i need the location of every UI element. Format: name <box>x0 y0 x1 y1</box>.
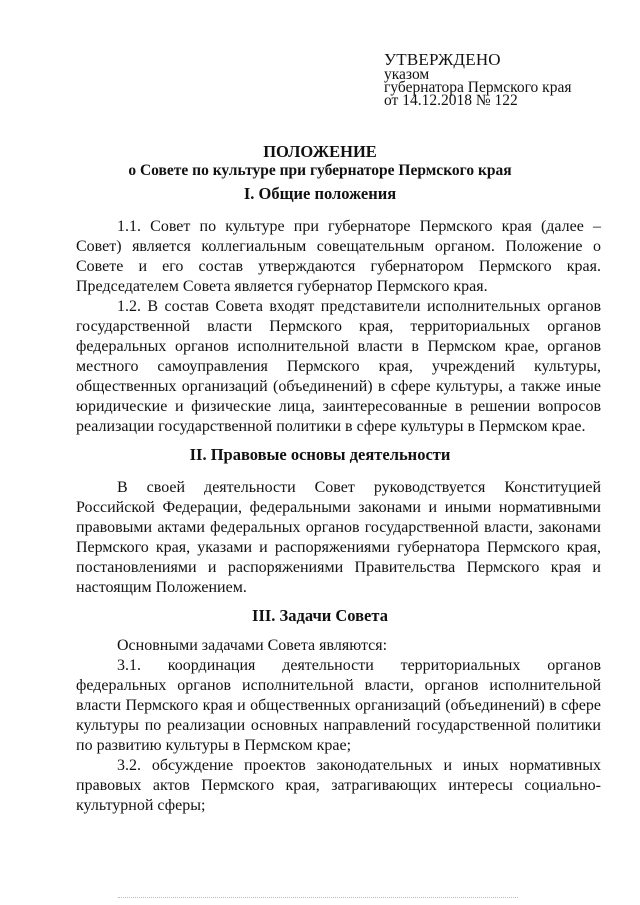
section-2-body <box>76 478 601 598</box>
section-1-body <box>76 217 601 437</box>
section-2-title: II. Правовые основы деятельности <box>189 445 451 464</box>
paragraph-1-1: 1.1. Совет по культуре при губернаторе Пермского края (далее – Совет) является коллегиальным совещательным органом. Положение о Совете и его состав утверждаются губернатором Пермского края. Председателем Совета является губернатор Пермского края. <box>76 218 601 295</box>
document-subtitle: о Совете по культуре при губернаторе Пермского края <box>128 162 512 179</box>
paragraph-3-intro: Основными задачами Совета являются: <box>117 637 388 654</box>
approval-line-2: указом <box>384 66 430 83</box>
document-title: ПОЛОЖЕНИЕ <box>263 142 377 161</box>
approval-line-4: от 14.12.2018 № 122 <box>384 92 518 109</box>
approval-stamp <box>384 52 571 107</box>
paragraph-1-2: 1.2. В состав Совета входят представители исполнительных органов государственной власти Пермского края, территориальных органов федеральных органов исполнительной власти в Пермском крае, органов местного самоуправления Пермского края, учреждений культуры, общественных организаций (объединений) в сфере культуры, а также иные юридические и физические лица, заинтересованные в решении вопросов реализации государственной политики в сфере культуры в Пермском крае. <box>76 298 601 435</box>
approval-line-1: УТВЕРЖДЕНО <box>384 50 501 69</box>
approval-line-3: губернатора Пермского края <box>384 79 572 96</box>
paragraph-3-2: 3.2. обсуждение проектов законодательных и иных нормативных правовых актов Пермского края, затрагивающих интересы социально-культурной сферы; <box>76 757 601 814</box>
section-3-body <box>76 636 601 816</box>
paragraph-2-1: В своей деятельности Совет руководствуется Конституцией Российской Федерации, федеральными законами и иными нормативными правовыми актами федеральных органов государственной власти, законами Пермского края, указами и распоряжениями губернатора Пермского края, постановлениями и распоряжениями Правительства Пермского края и настоящим Положением. <box>76 479 601 596</box>
section-1-title: I. Общие положения <box>243 184 397 203</box>
page-bottom-divider <box>118 897 518 899</box>
section-3-title: III. Задачи Совета <box>252 606 388 625</box>
paragraph-3-1: 3.1. координация деятельности территориальных органов федеральных органов исполнительной власти, органов исполнительной власти Пермского края и общественных организаций (объединений) в сфере культуры по реализации основных направлений государственной политики по развитию культуры в Пермском крае; <box>76 657 601 754</box>
